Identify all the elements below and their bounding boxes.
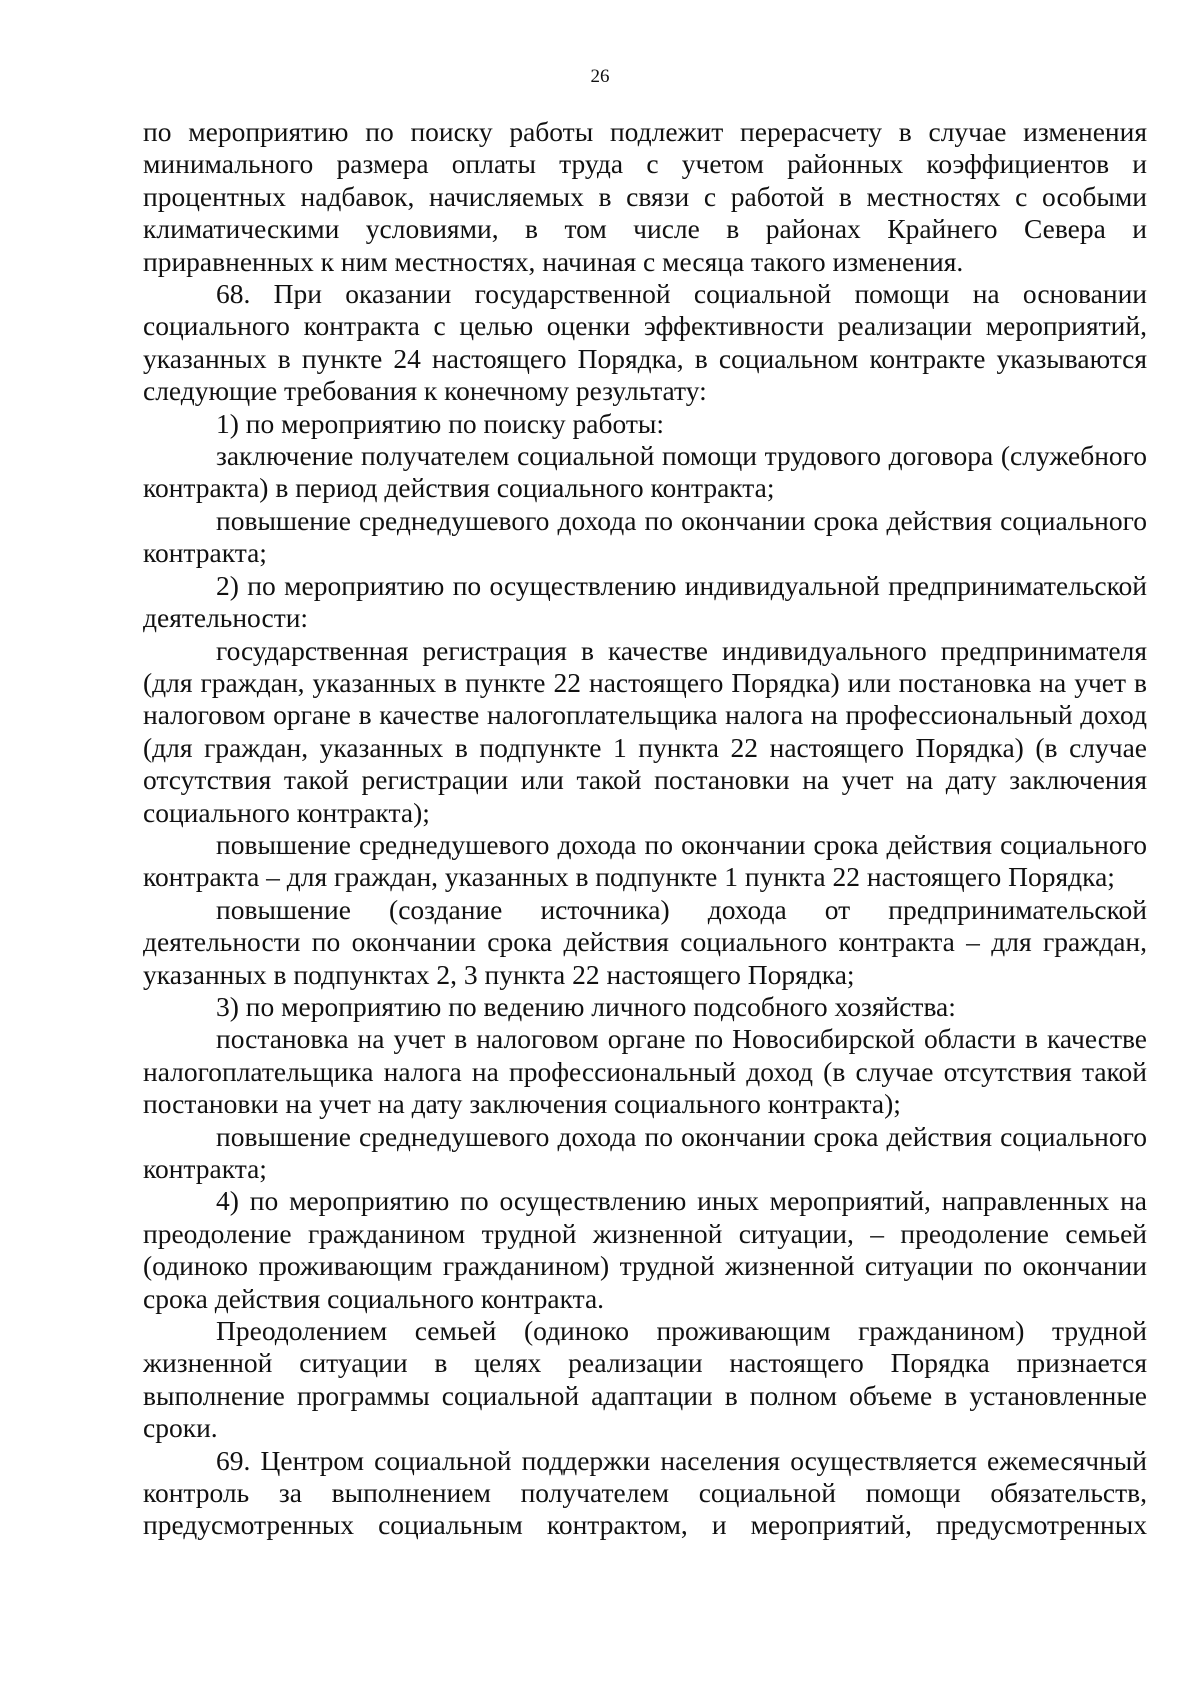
paragraph-subitem-4: 4) по мероприятию по осуществлению иных мероприятий, направленных на преодоление гражданином трудной жизненной ситуации, – преодоление семьей (одиноко проживающим гражданином) трудной жизненной ситуации по окончании срока действия социального контракта.: [143, 1185, 1147, 1314]
document-body: [143, 116, 1147, 1542]
paragraph-requirement: постановка на учет в налоговом органе по Новосибирской области в качестве налогоплательщика налога на профессиональный доход (в случае отсутствия такой постановки на учет на дату заключения социального контракта);: [143, 1023, 1147, 1120]
paragraph-definition: Преодолением семьей (одиноко проживающим гражданином) трудной жизненной ситуации в целях реализации настоящего Порядка признается выполнение программы социальной адаптации в полном объеме в установленные сроки.: [143, 1315, 1147, 1444]
paragraph-requirement: заключение получателем социальной помощи трудового договора (служебного контракта) в период действия социального контракта;: [143, 440, 1147, 504]
paragraph-requirement: повышение среднедушевого дохода по окончании срока действия социального контракта;: [143, 504, 1147, 569]
paragraph-subitem-3: 3) по мероприятию по ведению личного подсобного хозяйства:: [216, 990, 956, 1022]
paragraph-subitem-2: 2) по мероприятию по осуществлению индивидуальной предпринимательской деятельности:: [143, 569, 1147, 634]
paragraph-requirement: повышение среднедушевого дохода по окончании срока действия социального контракта – для граждан, указанных в подпункте 1 пункта 22 настоящего Порядка;: [143, 828, 1147, 893]
paragraph-requirement: повышение (создание источника) дохода от предпринимательской деятельности по окончании срока действия социального контракта – для граждан, указанных в подпунктах 2, 3 пункта 22 настоящего Порядка;: [143, 893, 1147, 990]
paragraph-requirement: государственная регистрация в качестве индивидуального предпринимателя (для граждан, указанных в пункте 22 настоящего Порядка) или постановка на учет в налоговом органе в качестве налогоплательщика налога на профессиональный доход (для граждан, указанных в подпункте 1 пункта 22 настоящего Порядка) (в случае отсутствия такой регистрации или такой постановки на учет на дату заключения социального контракта);: [143, 634, 1147, 828]
paragraph-continuation: по мероприятию по поиску работы подлежит перерасчету в случае изменения минимального размера оплаты труда с учетом районных коэффициентов и процентных надбавок, начисляемых в связи с работой в местностях с особыми климатическими условиями, в том числе в районах Крайнего Севера и приравненных к ним местностях, начиная с месяца такого изменения.: [143, 116, 1147, 277]
paragraph-item-69: 69. Центром социальной поддержки населения осуществляется ежемесячный контроль за выполнением получателем социальной помощи обязательств, предусмотренных социальным контрактом, и мероприятий, предусмотренных: [143, 1444, 1147, 1541]
paragraph-item-68: 68. При оказании государственной социальной помощи на основании социального контракта с целью оценки эффективности реализации мероприятий, указанных в пункте 24 настоящего Порядка, в социальном контракте указываются следующие требования к конечному результату:: [143, 278, 1147, 407]
paragraph-requirement: повышение среднедушевого дохода по окончании срока действия социального контракта;: [143, 1120, 1147, 1184]
page-number: 26: [590, 66, 610, 87]
paragraph-subitem-1: 1) по мероприятию по поиску работы:: [216, 407, 665, 439]
